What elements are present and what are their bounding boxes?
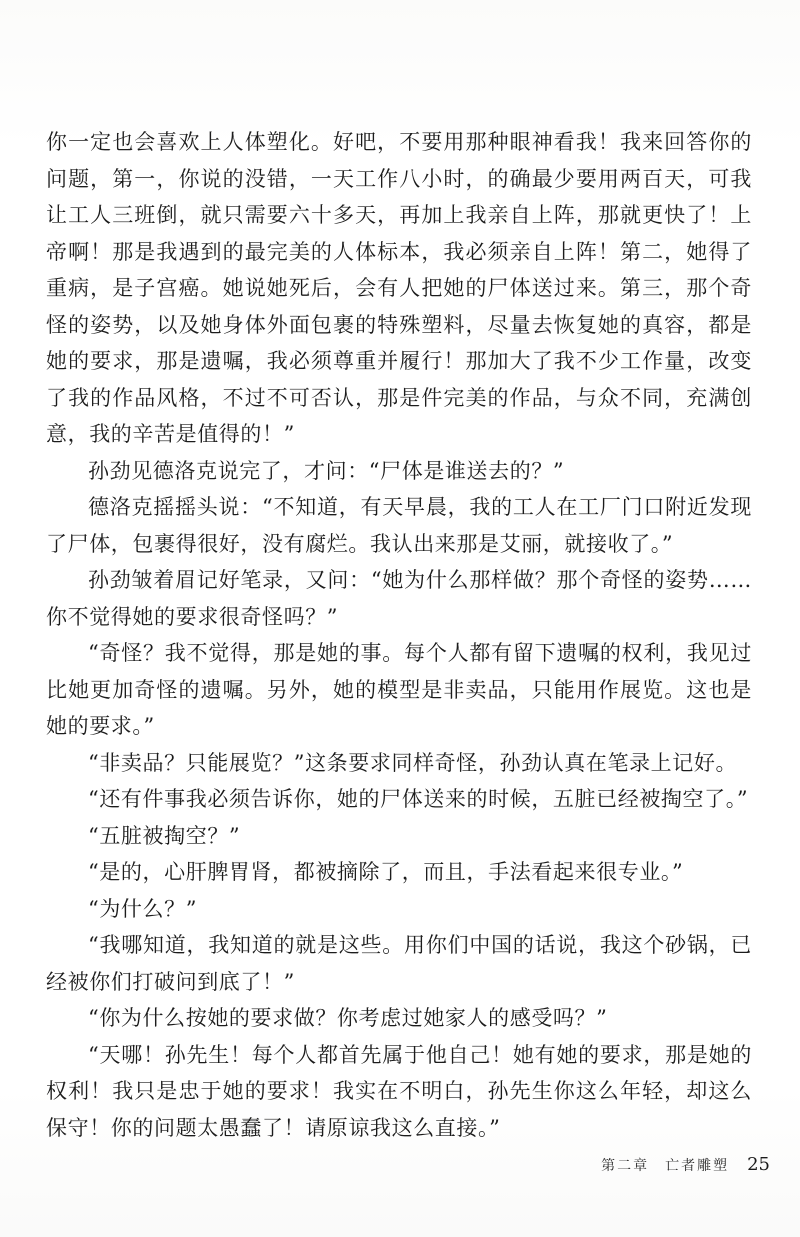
page-footer bbox=[601, 1154, 770, 1175]
paragraph: “奇怪？我不觉得，那是她的事。每个人都有留下遗嘱的权利，我见过比她更加奇怪的遗嘱。另外，她的模型是非卖品，只能用作展览。这也是她的要求。” bbox=[46, 641, 752, 738]
paragraph: “你为什么按她的要求做？你考虑过她家人的感受吗？” bbox=[88, 1006, 608, 1030]
paragraph: 德洛克摇摇头说：“不知道，有天早晨，我的工人在工厂门口附近发现了尸体，包裹得很好，没有腐烂。我认出来那是艾丽，就接收了。” bbox=[46, 495, 752, 556]
body-text bbox=[46, 124, 752, 1146]
paragraph: 孙劲见德洛克说完了，才问：“尸体是谁送去的？” bbox=[88, 458, 565, 483]
paragraph-continuation: 你一定也会喜欢上人体塑化。好吧，不要用那种眼神看我！我来回答你的问题，第一，你说的没错，一天工作八小时，的确最少要用两百天，可我让工人三班倒，就只需要六十多天，再加上我亲自上阵，那就更快了！上帝啊！那是我遇到的最完美的人体标本，我必须亲自上阵！第二，她得了重病，是子宫癌。她说她死后，会有人把她的尸体送过来。第三，那个奇怪的姿势，以及她身体外面包裹的特殊塑料，尽量去恢复她的真容，都是她的要求，那是遗嘱，我必须尊重并履行！那加大了我不少工作量，改变了我的作品风格，不过不可否认，那是件完美的作品，与众不同，充满创意，我的辛苦是值得的！” bbox=[46, 130, 752, 446]
paragraph: “是的，心肝脾胃肾，都被摘除了，而且，手法看起来很专业。” bbox=[88, 860, 684, 884]
paragraph: “还有件事我必须告诉你，她的尸体送来的时候，五脏已经被掏空了。” bbox=[88, 787, 749, 811]
paragraph: 孙劲皱着眉记好笔录，又问：“她为什么那样做？那个奇怪的姿势……你不觉得她的要求很奇怪吗？” bbox=[46, 568, 752, 629]
paragraph: “我哪知道，我知道的就是这些。用你们中国的话说，我这个砂锅，已经被你们打破问到底了！” bbox=[46, 933, 752, 994]
paragraph: “天哪！孙先生！每个人都首先属于他自己！她有她的要求，那是她的权利！我只是忠于她的要求！我实在不明白，孙先生你这么年轻，却这么保守！你的问题太愚蠢了！请原谅我这么直接。” bbox=[46, 1042, 752, 1140]
paragraph: “非卖品？只能展览？”这条要求同样奇怪，孙劲认真在笔录上记好。 bbox=[88, 750, 738, 775]
chapter-title: 第二章 亡者雕塑 bbox=[601, 1158, 730, 1174]
paragraph: “为什么？” bbox=[88, 896, 198, 921]
page-number: 25 bbox=[747, 1154, 770, 1175]
paragraph: “五脏被掏空？” bbox=[88, 823, 241, 848]
